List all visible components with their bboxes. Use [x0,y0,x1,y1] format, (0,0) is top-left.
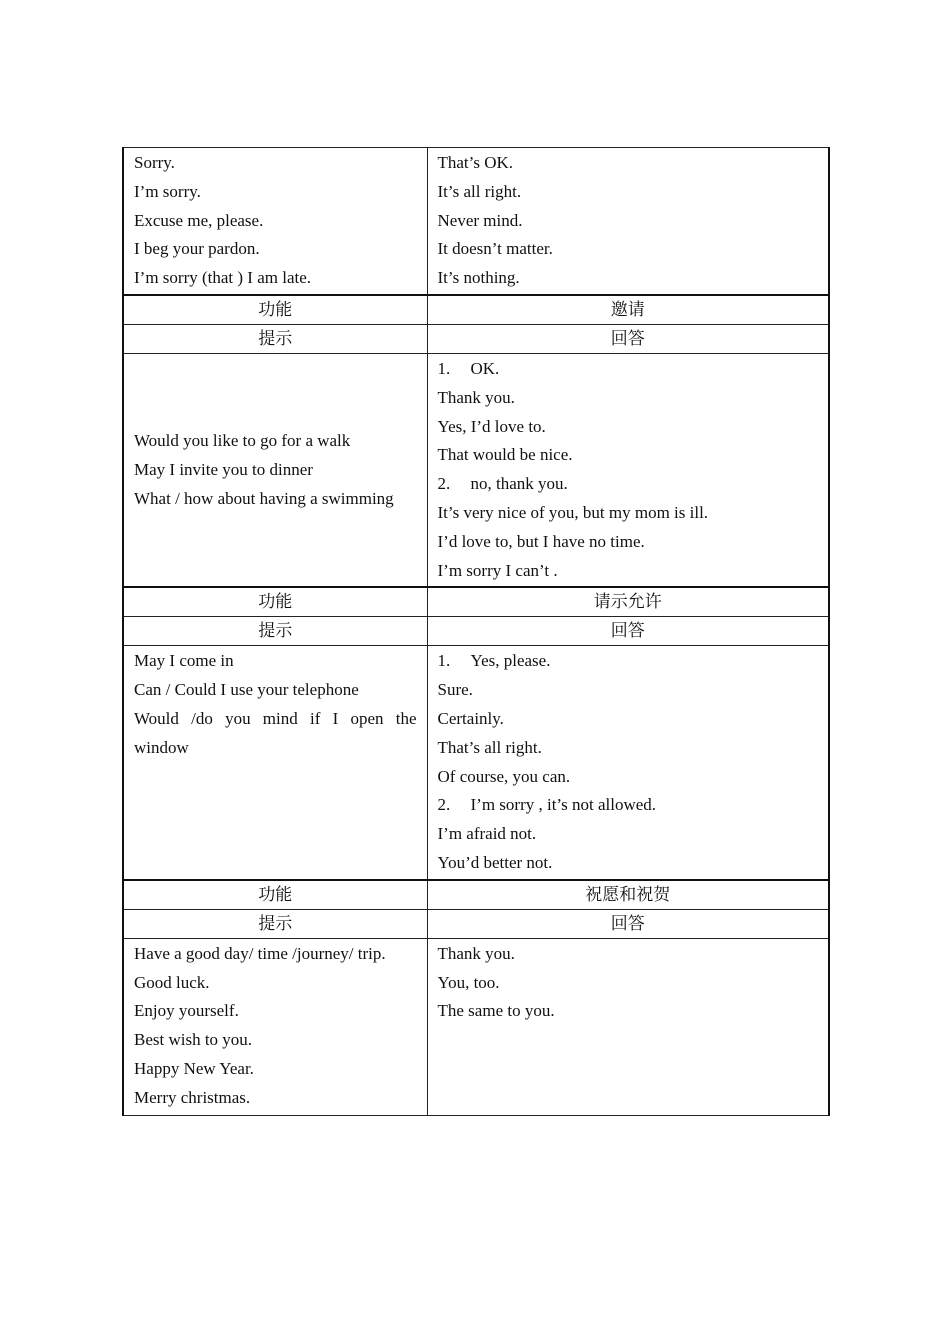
response-line: I’m afraid not. [437,824,537,844]
response-line: I’m sorry I can’t . [437,560,558,580]
list-number: 2. [437,474,451,494]
response-header: 回答 [427,909,829,938]
response-line: The same to you. [437,1001,555,1021]
response-line: Never mind. [437,210,523,230]
response-line: You, too. [437,972,500,992]
prompt-line: Enjoy yourself. [134,1001,239,1021]
function-value: 邀请 [427,295,829,325]
response-line [438,791,819,820]
response-text: no, thank you. [470,474,568,494]
response-line [438,647,819,676]
response-line: That’s all right. [437,737,542,757]
prompt-line: Merry christmas. [134,1087,251,1107]
response-text: Yes, please. [470,651,551,671]
invitation-row [123,353,829,587]
response-line: It doesn’t matter. [437,239,553,259]
wishes-responses-cell [427,938,829,1115]
prompt-line: Best wish to you. [134,1030,253,1050]
response-line: Yes, I’d love to. [437,416,546,436]
apology-row [123,148,829,295]
prompt-line: Good luck. [134,972,210,992]
response-line: It’s very nice of you, but my mom is ill. [437,502,709,522]
prompt-line: Can / Could I use your telephone [134,680,359,700]
response-line: It’s nothing. [437,268,520,288]
response-line: Thank you. [437,387,515,407]
response-line: Of course, you can. [437,766,571,786]
permission-responses-cell [427,646,829,880]
response-line: Thank you. [437,943,515,963]
prompt-line: May I come in [134,651,234,671]
prompt-header: 提示 [123,324,427,353]
column-header-row [123,324,829,353]
prompt-line: I beg your pardon. [134,239,260,259]
response-line: That’s OK. [437,153,514,172]
function-label: 功能 [123,880,427,910]
prompt-line: What / how about having a swimming [134,488,394,508]
prompt-line: Would /do you mind if I open the window [134,708,417,757]
response-line: It’s all right. [437,181,522,201]
prompt-line: I’m sorry (that ) I am late. [134,268,312,288]
response-text: OK. [470,358,500,378]
function-header-row [123,587,829,617]
response-line [438,470,819,499]
prompt-line: Sorry. [134,153,175,172]
prompt-line: I’m sorry. [134,181,201,201]
prompt-line: Have a good day/ time /journey/ trip. [134,943,386,963]
wishes-prompts-cell [123,938,427,1115]
response-line: You’d better not. [437,852,553,872]
response-header: 回答 [427,617,829,646]
permission-prompts-cell [123,646,427,880]
wishes-row [123,938,829,1115]
response-line: I’d love to, but I have no time. [437,531,645,551]
response-text: I’m sorry , it’s not allowed. [470,795,657,815]
function-header-row [123,295,829,325]
function-header-row [123,880,829,910]
function-label: 功能 [123,587,427,617]
prompt-line: Would you like to go for a walk [134,430,351,450]
function-value: 祝愿和祝贺 [427,880,829,910]
response-line: Certainly. [437,708,504,728]
prompt-header: 提示 [123,617,427,646]
invitation-responses-cell [427,353,829,587]
response-line: Sure. [437,680,473,700]
apology-prompts-cell [123,148,427,295]
response-line [438,355,819,384]
response-header: 回答 [427,324,829,353]
list-number: 2. [437,795,451,815]
invitation-prompts-cell [123,353,427,587]
permission-row [123,646,829,880]
apology-responses-cell [427,148,829,295]
column-header-row [123,909,829,938]
response-line: That would be nice. [437,445,573,465]
phrase-table [122,147,830,1116]
prompt-line: Excuse me, please. [134,210,264,230]
prompt-header: 提示 [123,909,427,938]
column-header-row [123,617,829,646]
function-label: 功能 [123,295,427,325]
prompt-line: May I invite you to dinner [134,459,313,479]
prompt-line: Happy New Year. [134,1058,254,1078]
list-number: 1. [437,358,451,378]
list-number: 1. [437,651,451,671]
function-value: 请示允许 [427,587,829,617]
